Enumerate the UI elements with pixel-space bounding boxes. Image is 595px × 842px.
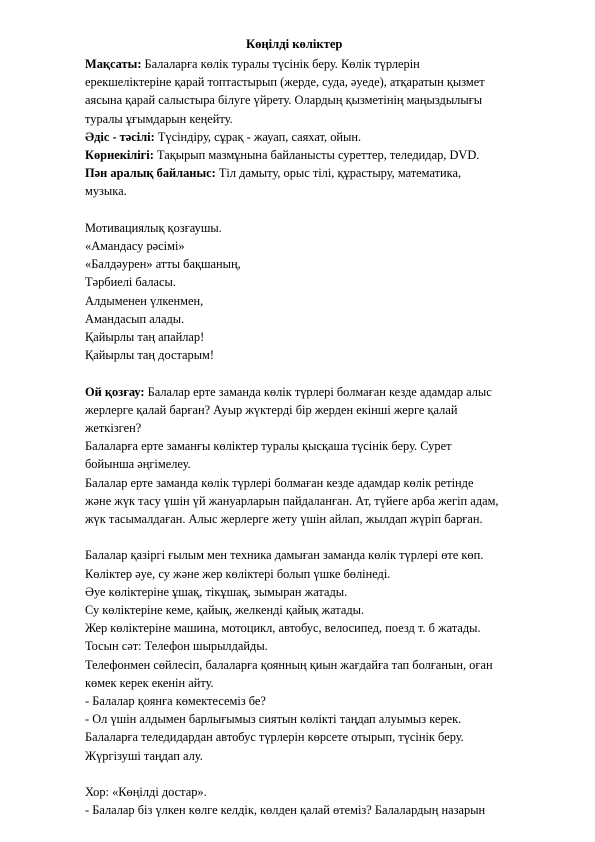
text-line bbox=[85, 328, 545, 346]
text-line bbox=[85, 73, 545, 91]
line-text: - Ол үшін алдымен барлығымыз сиятын көлікті таңдап алуымыз керек. bbox=[85, 712, 462, 727]
text-line bbox=[85, 346, 545, 364]
text-line bbox=[85, 546, 545, 564]
text-line bbox=[85, 437, 545, 455]
text-line bbox=[85, 619, 545, 637]
document-title: Көңілді көліктер bbox=[246, 37, 343, 51]
line-text: Тәрбиелі баласы. bbox=[85, 275, 176, 290]
text-line bbox=[85, 492, 545, 510]
text-line bbox=[85, 455, 545, 473]
text-line bbox=[85, 565, 545, 583]
text-line bbox=[85, 747, 545, 765]
line-text: - Балалар қоянға көмектесеміз бе? bbox=[85, 694, 266, 709]
line-text: Түсіндіру, сұрақ - жауап, саяхат, ойын. bbox=[154, 129, 362, 144]
text-line bbox=[85, 710, 545, 728]
line-text: Балалар ерте заманда көлік түрлері болмаған кезде адамдар көлік ретінде bbox=[85, 475, 474, 490]
section-label: Ой қозғау: bbox=[85, 384, 145, 399]
text-line bbox=[85, 273, 545, 291]
section-label: Әдіс - тәсілі: bbox=[85, 129, 155, 144]
text-line bbox=[85, 583, 545, 601]
line-text: және жүк тасу үшін үй жануарларын пайдаланған. Ат, түйеге арба жегіп адам, bbox=[85, 493, 499, 508]
line-text: Су көліктеріне кеме, қайық, желкенді қайық жатады. bbox=[85, 603, 365, 618]
text-line bbox=[85, 292, 545, 310]
line-text: Жер көліктеріне машина, мотоцикл, автобус, велосипед, поезд т. б жатады. bbox=[85, 621, 481, 636]
paragraph-spacer bbox=[85, 528, 545, 546]
line-text: Амандасып алады. bbox=[85, 311, 185, 326]
line-text: Балаларға ерте заманғы көліктер туралы қысқаша түсінік беру. Сурет bbox=[85, 439, 452, 454]
line-text: туралы ұғымдарын кеңейту. bbox=[85, 111, 233, 126]
text-line bbox=[85, 637, 545, 655]
text-line bbox=[85, 164, 545, 182]
paragraph-spacer bbox=[85, 201, 545, 219]
line-text: Жүргізуші таңдап алу. bbox=[85, 748, 203, 763]
line-text: Қайырлы таң достарым! bbox=[85, 348, 215, 363]
text-line bbox=[85, 674, 545, 692]
line-text: «Балдәурен» атты бақшаның, bbox=[85, 257, 241, 272]
line-text: Балаларға көлік туралы түсінік беру. Көлік түрлерін bbox=[141, 57, 420, 71]
text-line bbox=[85, 401, 545, 419]
line-text: Әуе көліктеріне ұшақ, тікұшақ, зымыран жатады. bbox=[85, 584, 348, 599]
text-line bbox=[85, 310, 545, 328]
line-text: аясына қарай салыстыра білуге үйрету. Олардың қызметінің маңыздылығы bbox=[85, 93, 483, 108]
line-text: көмек керек екенін айту. bbox=[85, 675, 214, 690]
line-text: бойынша әңгімелеу. bbox=[85, 457, 191, 472]
line-text: жүк тасымалдаған. Алыс жерлерге жету үшін айлап, жылдап жүріп барған. bbox=[85, 512, 483, 527]
line-text: ерекшеліктеріне қарай топтастырып (жерде, суда, әуеде), атқаратын қызмет bbox=[85, 75, 485, 90]
text-line bbox=[85, 91, 545, 109]
text-line bbox=[85, 383, 545, 401]
line-text: Көліктер әуе, су және жер көліктері болып үшке бөлінеді. bbox=[85, 566, 391, 581]
line-text: жерлерге қалай барған? Ауыр жүктерді бір жерден екінші жерге қалай bbox=[85, 402, 458, 417]
line-text: Қайырлы таң апайлар! bbox=[85, 330, 205, 345]
text-line bbox=[85, 128, 545, 146]
line-text: Тосын сәт: Телефон шырылдайды. bbox=[85, 639, 268, 654]
line-text: Тақырып мазмұнына байланысты суреттер, теледидар, DVD. bbox=[153, 148, 480, 163]
line-text: Мотивациялық қозғаушы. bbox=[85, 220, 222, 235]
line-text: Хор: «Көңілді достар». bbox=[85, 785, 207, 800]
text-line bbox=[85, 255, 545, 273]
text-line bbox=[85, 110, 545, 128]
line-text: музыка. bbox=[85, 184, 127, 199]
line-text: Тіл дамыту, орыс тілі, құрастыру, математика, bbox=[215, 166, 462, 181]
text-line bbox=[85, 728, 545, 746]
text-line bbox=[85, 55, 545, 73]
line-text: Балаларға теледидардан автобус түрлерін көрсете отырып, түсінік беру. bbox=[85, 730, 464, 745]
text-line bbox=[85, 601, 545, 619]
section-label: Пән аралық байланыс: bbox=[85, 166, 216, 181]
text-line bbox=[85, 656, 545, 674]
line-text: Балалар ерте заманда көлік түрлері болмаған кезде адамдар алыс bbox=[144, 384, 492, 399]
line-text: Телефонмен сөйлесіп, балаларға қоянның қиын жағдайға тап болғанын, оған bbox=[85, 657, 493, 672]
text-line bbox=[85, 474, 545, 492]
section-label: Мақсаты: bbox=[85, 57, 142, 71]
line-text: Балалар қазіргі ғылым мен техника дамыған заманда көлік түрлері өте көп. bbox=[85, 548, 484, 563]
text-line bbox=[85, 237, 545, 255]
section-label: Көрнекілігі: bbox=[85, 148, 154, 163]
line-text: «Амандасу рәсімі» bbox=[85, 239, 185, 254]
text-line bbox=[85, 783, 545, 801]
text-line bbox=[85, 510, 545, 528]
text-line bbox=[85, 692, 545, 710]
text-line bbox=[85, 182, 545, 200]
text-line bbox=[85, 801, 545, 819]
text-line bbox=[85, 419, 545, 437]
line-text: Алдыменен үлкенмен, bbox=[85, 293, 204, 308]
paragraph-spacer bbox=[85, 364, 545, 382]
line-text: - Балалар біз үлкен көлге келдік, көлден қалай өтеміз? Балалардың назарын bbox=[85, 803, 486, 818]
document-body bbox=[85, 55, 545, 819]
text-line bbox=[85, 146, 545, 164]
text-line bbox=[85, 219, 545, 237]
paragraph-spacer bbox=[85, 765, 545, 783]
line-text: жеткізген? bbox=[85, 421, 142, 436]
